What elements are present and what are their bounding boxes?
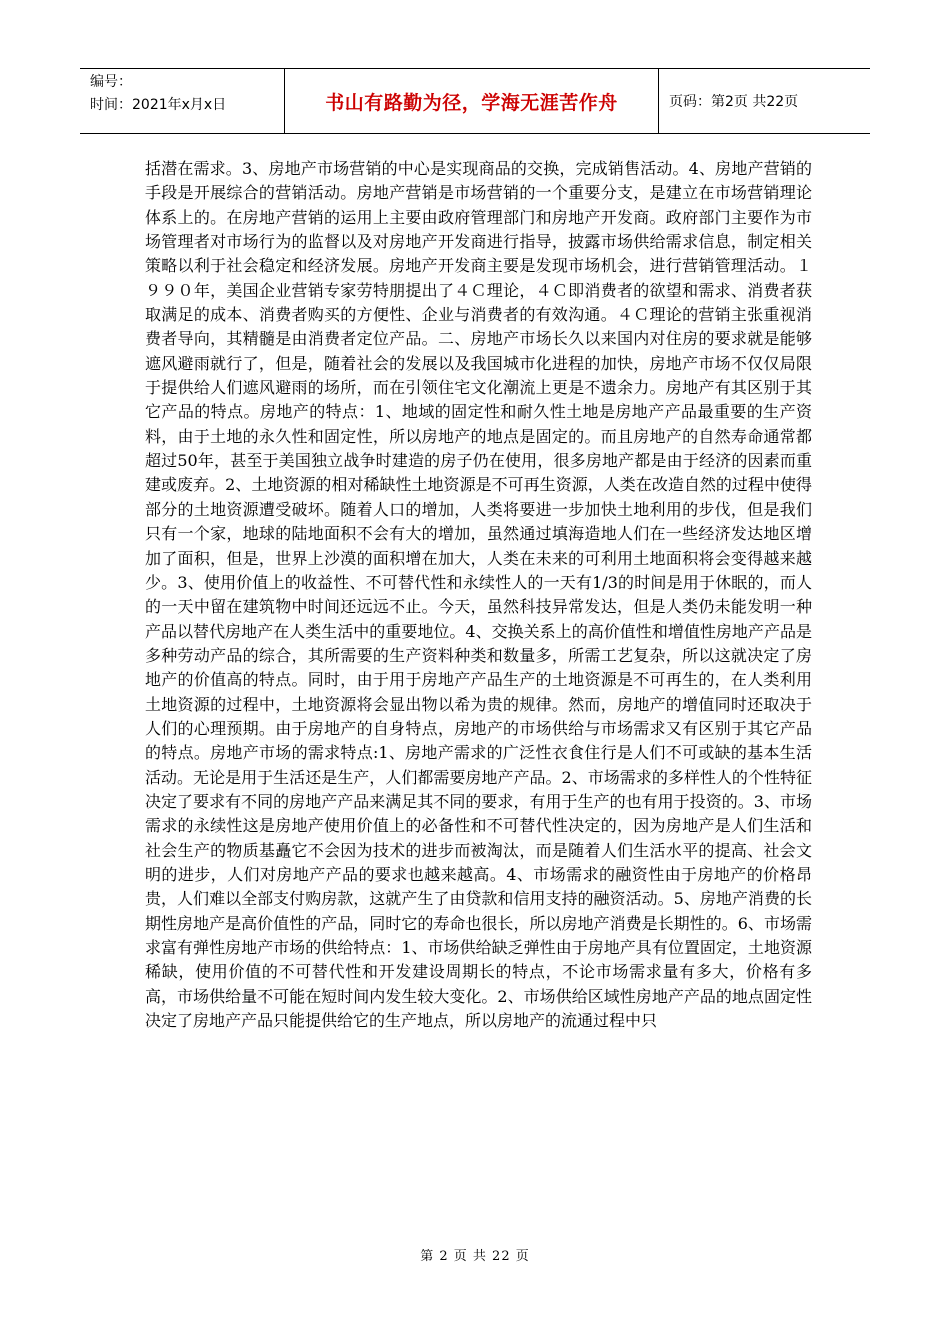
page-footer-number: 第 2 页 共 22 页: [420, 1249, 530, 1264]
page-header: [80, 68, 870, 134]
header-motto: 书山有路勤为径，学海无涯苦作舟: [285, 69, 659, 133]
body-paragraph: 括潜在需求。3、房地产市场营销的中心是实现商品的交换，完成销售活动。4、房地产营销的手段是开展综合的营销活动。房地产营销是市场营销的一个重要分支，是建立在市场营销理论体系上的。在房地产营销的运用上主要由政府管理部门和房地产开发商。政府部门主要作为市场管理者对市场行为的监督以及对房地产开发商进行指导，披露市场供给需求信息，制定相关策略以利于社会稳定和经济发展。房地产开发商主要是发现市场机会，进行营销管理活动。１９９０年，美国企业营销专家劳特朋提出了４Ｃ理论，４Ｃ即消费者的欲望和需求、消费者获取满足的成本、消费者购买的方便性、企业与消费者的有效沟通。４Ｃ理论的营销主张重视消费者导向，其精髓是由消费者定位产品。二、房地产市场长久以来国内对住房的要求就是能够遮风避雨就行了，但是，随着社会的发展以及我国城市化进程的加快，房地产市场不仅仅局限于提供给人们遮风避雨的场所，而在引领住宅文化潮流上更是不遗余力。房地产有其区别于其它产品的特点。房地产的特点：1、地域的固定性和耐久性土地是房地产产品最重要的生产资料，由于土地的永久性和固定性，所以房地产的地点是固定的。而且房地产的自然寿命通常都超过50年，甚至于美国独立战争时建造的房子仍在使用，很多房地产都是由于经济的因素而重建或废弃。2、土地资源的相对稀缺性土地资源是不可再生资源，人类在改造自然的过程中使得部分的土地资源遭受破坏。随着人口的增加，人类将要进一步加快土地利用的步伐，但是我们只有一个家，地球的陆地面积不会有大的增加，虽然通过填海造地人们在一些经济发达地区增加了面积，但是，世界上沙漠的面积增在加大，人类在未来的可利用土地面积将会变得越来越少。3、使用价值上的收益性、不可替代性和永续性人的一天有1/3的时间是用于休眠的，而人的一天中留在建筑物中时间还远远不止。今天，虽然科技异常发达，但是人类仍未能发明一种产品以替代房地产在人类生活中的重要地位。4、交换关系上的高价值性和增值性房地产产品是多种劳动产品的综合，其所需要的生产资料种类和数量多，所需工艺复杂，所以这就决定了房地产的价值高的特点。同时，由于用于房地产产品生产的土地资源是不可再生的，在人类利用土地资源的过程中，土地资源将会显出物以希为贵的规律。然而，房地产的增值同时还取决于人们的心理预期。由于房地产的自身特点，房地产的市场供给与市场需求又有区别于其它产品的特点。房地产市场的需求特点:1、房地产需求的广泛性衣食住行是人们不可或缺的基本生活活动。无论是用于生活还是生产，人们都需要房地产产品。2、市场需求的多样性人的个性特征决定了要求有不同的房地产产品来满足其不同的要求，有用于生产的也有用于投资的。3、市场需求的永续性这是房地产使用价值上的必备性和不可替代性决定的，因为房地产是人们生活和社会生产的物质基矗它不会因为技术的进步而被淘汰，而是随着人们生活水平的提高、社会文明的进步，人们对房地产产品的要求也越来越高。4、市场需求的融资性由于房地产的价格昂贵，人们难以全部支付购房款，这就产生了由贷款和信用支持的融资活动。5、房地产消费的长期性房地产是高价值性的产品，同时它的寿命也很长，所以房地产消费是长期性的。6、市场需求富有弹性房地产市场的供给特点：1、市场供给缺乏弹性由于房地产具有位置固定，土地资源稀缺，使用价值的不可替代性和开发建设周期长的特点，不论市场需求量有多大，价格有多高，市场供给量不可能在短时间内发生较大变化。2、市场供给区域性房地产产品的地点固定性决定了房地产产品只能提供给它的生产地点，所以房地产的流通过程中只: [145, 159, 812, 1031]
document-number-label: 编号：: [90, 74, 132, 90]
document-time-label: 时间：2021年x月x日: [90, 97, 227, 113]
header-meta: [80, 69, 285, 133]
header-page-info: 页码：第2页 共22页: [669, 94, 799, 110]
